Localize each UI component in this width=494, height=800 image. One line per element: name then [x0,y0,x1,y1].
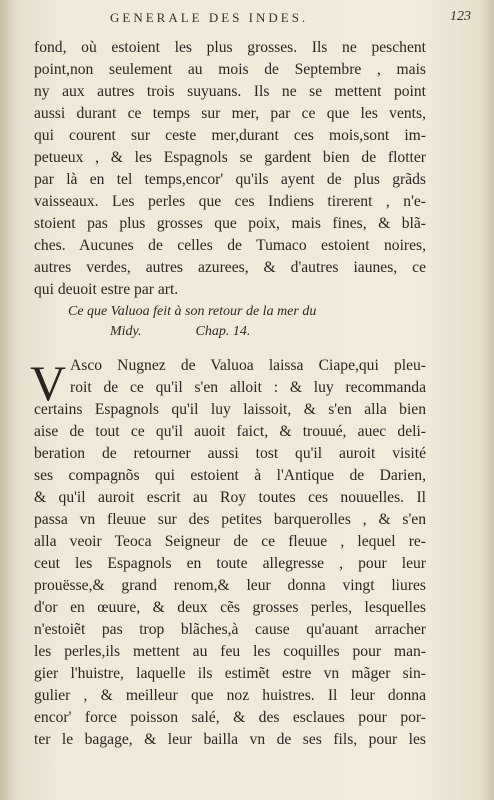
text-line: passa vn fleuue sur des petites barquerolles , & s'en [34,511,426,528]
text-line: petueux , & les Espagnols se gardent bien de flotter [34,149,426,166]
text-line: gier l'huistre, laquelle ils estimẽt estre vn mãger sin- [34,665,426,682]
page-number: 123 [450,9,471,24]
chapter-heading-place: Midy. [110,324,142,339]
chapter-number: Chap. 14. [195,324,251,339]
text-line: stoient pas plus grosses que poix, mais fines, & blã- [34,215,426,232]
text-line: par là en tel temps,encor' qu'ils ayent de plus grãds [34,171,426,188]
text-line: ches. Aucunes de celles de Tumaco estoient noires, [34,237,426,254]
text-line: ter le bagage, & leur bailla vn de ses fils, pour les [34,731,426,748]
text-line: ceut les Espagnols en toute allegresse , pour leur [34,555,426,572]
text-line: & qu'il auroit escrit au Roy toutes ces nouuelles. Il [34,489,426,506]
chapter-heading-line [110,322,410,342]
text-line: ses compagnõs qui estoient à l'Antique de Darien, [34,467,426,484]
text-line: les perles,ils mettent au feu les coquilles pour man- [34,643,426,660]
chapter-heading-line: Ce que Valuoa feit à son retour de la mer du [68,304,317,319]
text-line: aussi durant ce temps sur mer, par ce que les vents, [34,105,426,122]
text-line: prouësse,& grand renom,& leur donna vingt liures [34,577,426,594]
text-line: qui deuoit estre par art. [34,281,179,298]
text-line: ny aux autres trois suyuans. Ils ne se mettent point [34,83,426,100]
text-line: Asco Nugnez de Valuoa laissa Ciape,qui pleu- [70,357,426,374]
text-line: fond, où estoient les plus grosses. Ils ne peschent [34,39,426,56]
text-line: n'estoiẽt pas trop blãches,à cause qu'auant arracher [34,621,426,638]
text-line: beration de retourner aussi tost qu'il auroit visité [34,445,426,462]
text-line: encor' force poisson salé, & des esclaues pour por- [34,709,426,726]
text-line: point,non seulement au mois de Septembre , mais [34,61,426,78]
text-line: aise de tout ce qu'il auoit faict, & trouué, auec deli- [34,423,426,440]
running-head: GENERALE DES INDES. [110,10,309,25]
text-line: certains Espagnols qu'il luy laissoit, & s'en alla bien [34,401,426,418]
drop-initial: V [30,355,67,411]
text-line: roit de ce qu'il s'en alloit : & luy recommanda [70,379,426,396]
text-line: d'or en œuure, & deux cẽs grosses perles, lesquelles [34,599,426,616]
text-line: autres verdes, autres azurees, & d'autres iaunes, ce [34,259,426,276]
text-line: gulier , & meilleur que noz huistres. Il leur donna [34,687,426,704]
text-line: qui courent sur ceste mer,durant ces mois,sont im- [34,127,426,144]
text-line: alla veoir Teoca Seigneur de ce fleuue , lequel re- [34,533,426,550]
text-line: vaisseaux. Les perles que ces Indiens tirerent , n'e- [34,193,426,210]
